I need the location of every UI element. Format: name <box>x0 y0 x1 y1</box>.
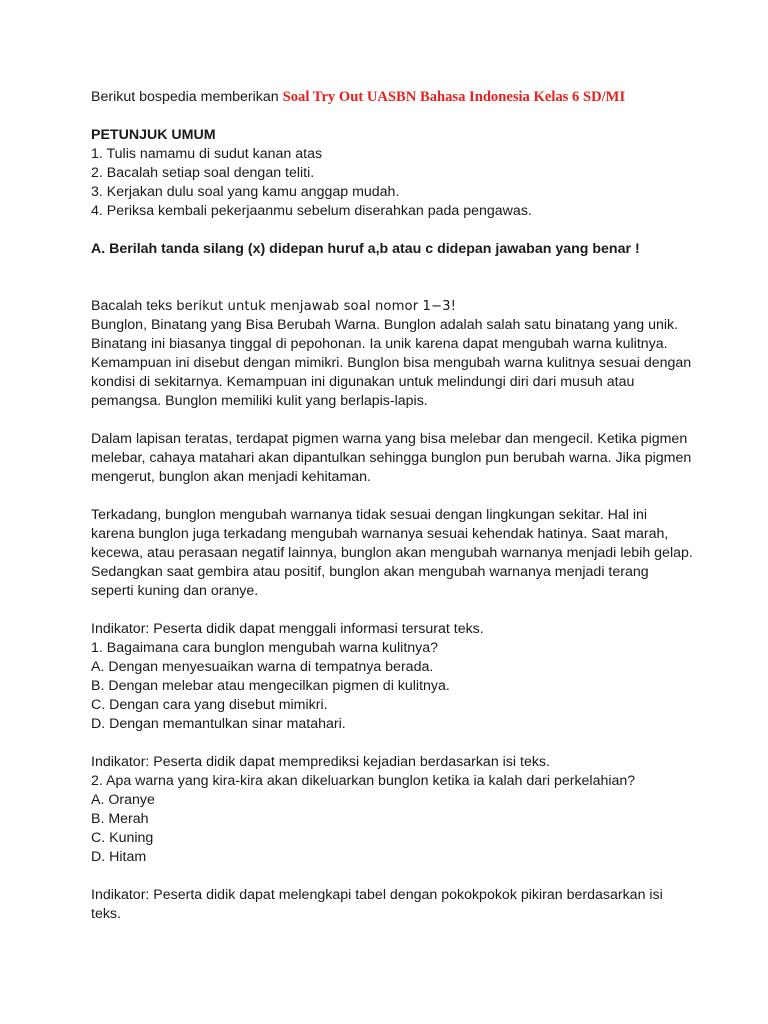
reading-line: Sedangkan saat gembira atau positif, bunglon akan mengubah warnanya menjadi terang <box>91 564 649 580</box>
reading-line: pemangsa. Bunglon memiliki kulit yang berlapis-lapis. <box>91 393 428 409</box>
intro-prefix: Berikut bospedia memberikan <box>91 89 283 105</box>
reading-line: kecewa, atau perasaan negatif lainnya, bunglon akan mengubah warnanya menjadi lebih gelap. <box>91 545 693 561</box>
reading-paragraph-3 <box>91 506 708 601</box>
question-1 <box>91 620 708 734</box>
answer-option: A. Dengan menyesuaikan warna di tempatnya berada. <box>91 659 434 675</box>
reading-line: Kemampuan ini disebut dengan mimikri. Bunglon bisa mengubah warna kulitnya sesuai dengan <box>91 355 692 371</box>
reading-line: Terkadang, bunglon mengubah warnanya tidak sesuai dengan lingkungan sekitar. Hal ini <box>91 507 648 523</box>
question-indicator: Indikator: Peserta didik dapat melengkapi tabel dengan pokokpokok pikiran berdasarkan isi <box>91 887 663 903</box>
intro-line <box>91 88 708 107</box>
reading-lead-alt: berikut untuk menjawab soal nomor 1−3! <box>176 299 457 314</box>
question-2 <box>91 753 708 867</box>
reading-line: karena bunglon juga terkadang mengubah warnanya sesuai kehendak hatinya. Saat marah, <box>91 526 669 542</box>
answer-option: D. Dengan memantulkan sinar matahari. <box>91 716 346 732</box>
answer-option: C. Kuning <box>91 830 154 846</box>
section-a-instruction: A. Berilah tanda silang (x) didepan huruf a,b atau c didepan jawaban yang benar ! <box>91 241 640 257</box>
reading-paragraph-2 <box>91 430 708 487</box>
petunjuk-item: 1. Tulis namamu di sudut kanan atas <box>91 146 323 162</box>
petunjuk-item: 3. Kerjakan dulu soal yang kamu anggap mudah. <box>91 184 400 200</box>
answer-option: A. Oranye <box>91 792 155 808</box>
reading-lead-plain: Bacalah teks <box>91 298 177 314</box>
reading-line: Bunglon, Binatang yang Bisa Berubah Warna. Bunglon adalah salah satu binatang yang unik. <box>91 317 679 333</box>
petunjuk-item: 4. Periksa kembali pekerjaanmu sebelum diserahkan pada pengawas. <box>91 203 532 219</box>
petunjuk-item: 2. Bacalah setiap soal dengan teliti. <box>91 165 315 181</box>
question-indicator: Indikator: Peserta didik dapat menggali informasi tersurat teks. <box>91 621 484 637</box>
reading-lead <box>91 297 708 316</box>
indicator-3 <box>91 886 708 924</box>
reading-line: Dalam lapisan teratas, terdapat pigmen warna yang bisa melebar dan mengecil. Ketika pigmen <box>91 431 688 447</box>
question-indicator: Indikator: Peserta didik dapat memprediksi kejadian berdasarkan isi teks. <box>91 754 550 770</box>
petunjuk-section <box>91 126 708 221</box>
answer-option: C. Dengan cara yang disebut mimikri. <box>91 697 328 713</box>
question-indicator-cont: teks. <box>91 906 121 922</box>
reading-line: mengerut, bunglon akan menjadi kehitaman. <box>91 469 371 485</box>
question-text: 1. Bagaimana cara bunglon mengubah warna kulitnya? <box>91 640 439 656</box>
reading-line: melebar, cahaya matahari akan dipantulkan sehingga bunglon pun berubah warna. Jika pigmen <box>91 450 692 466</box>
petunjuk-title: PETUNJUK UMUM <box>91 127 216 143</box>
reading-line: Binatang ini biasanya tinggal di pepohonan. Ia unik karena dapat mengubah warna kulitnya. <box>91 336 668 352</box>
reading-line: seperti kuning dan oranye. <box>91 583 259 599</box>
question-text: 2. Apa warna yang kira-kira akan dikeluarkan bunglon ketika ia kalah dari perkelahian? <box>91 773 636 789</box>
answer-option: B. Merah <box>91 811 149 827</box>
reading-line: kondisi di sekitarnya. Kemampuan ini digunakan untuk melindungi diri dari musuh atau <box>91 374 635 390</box>
intro-title-link[interactable]: Soal Try Out UASBN Bahasa Indonesia Kelas 6 SD/MI <box>282 89 626 105</box>
answer-option: D. Hitam <box>91 849 147 865</box>
answer-option: B. Dengan melebar atau mengecilkan pigmen di kulitnya. <box>91 678 450 694</box>
reading-paragraph-1 <box>91 297 708 411</box>
